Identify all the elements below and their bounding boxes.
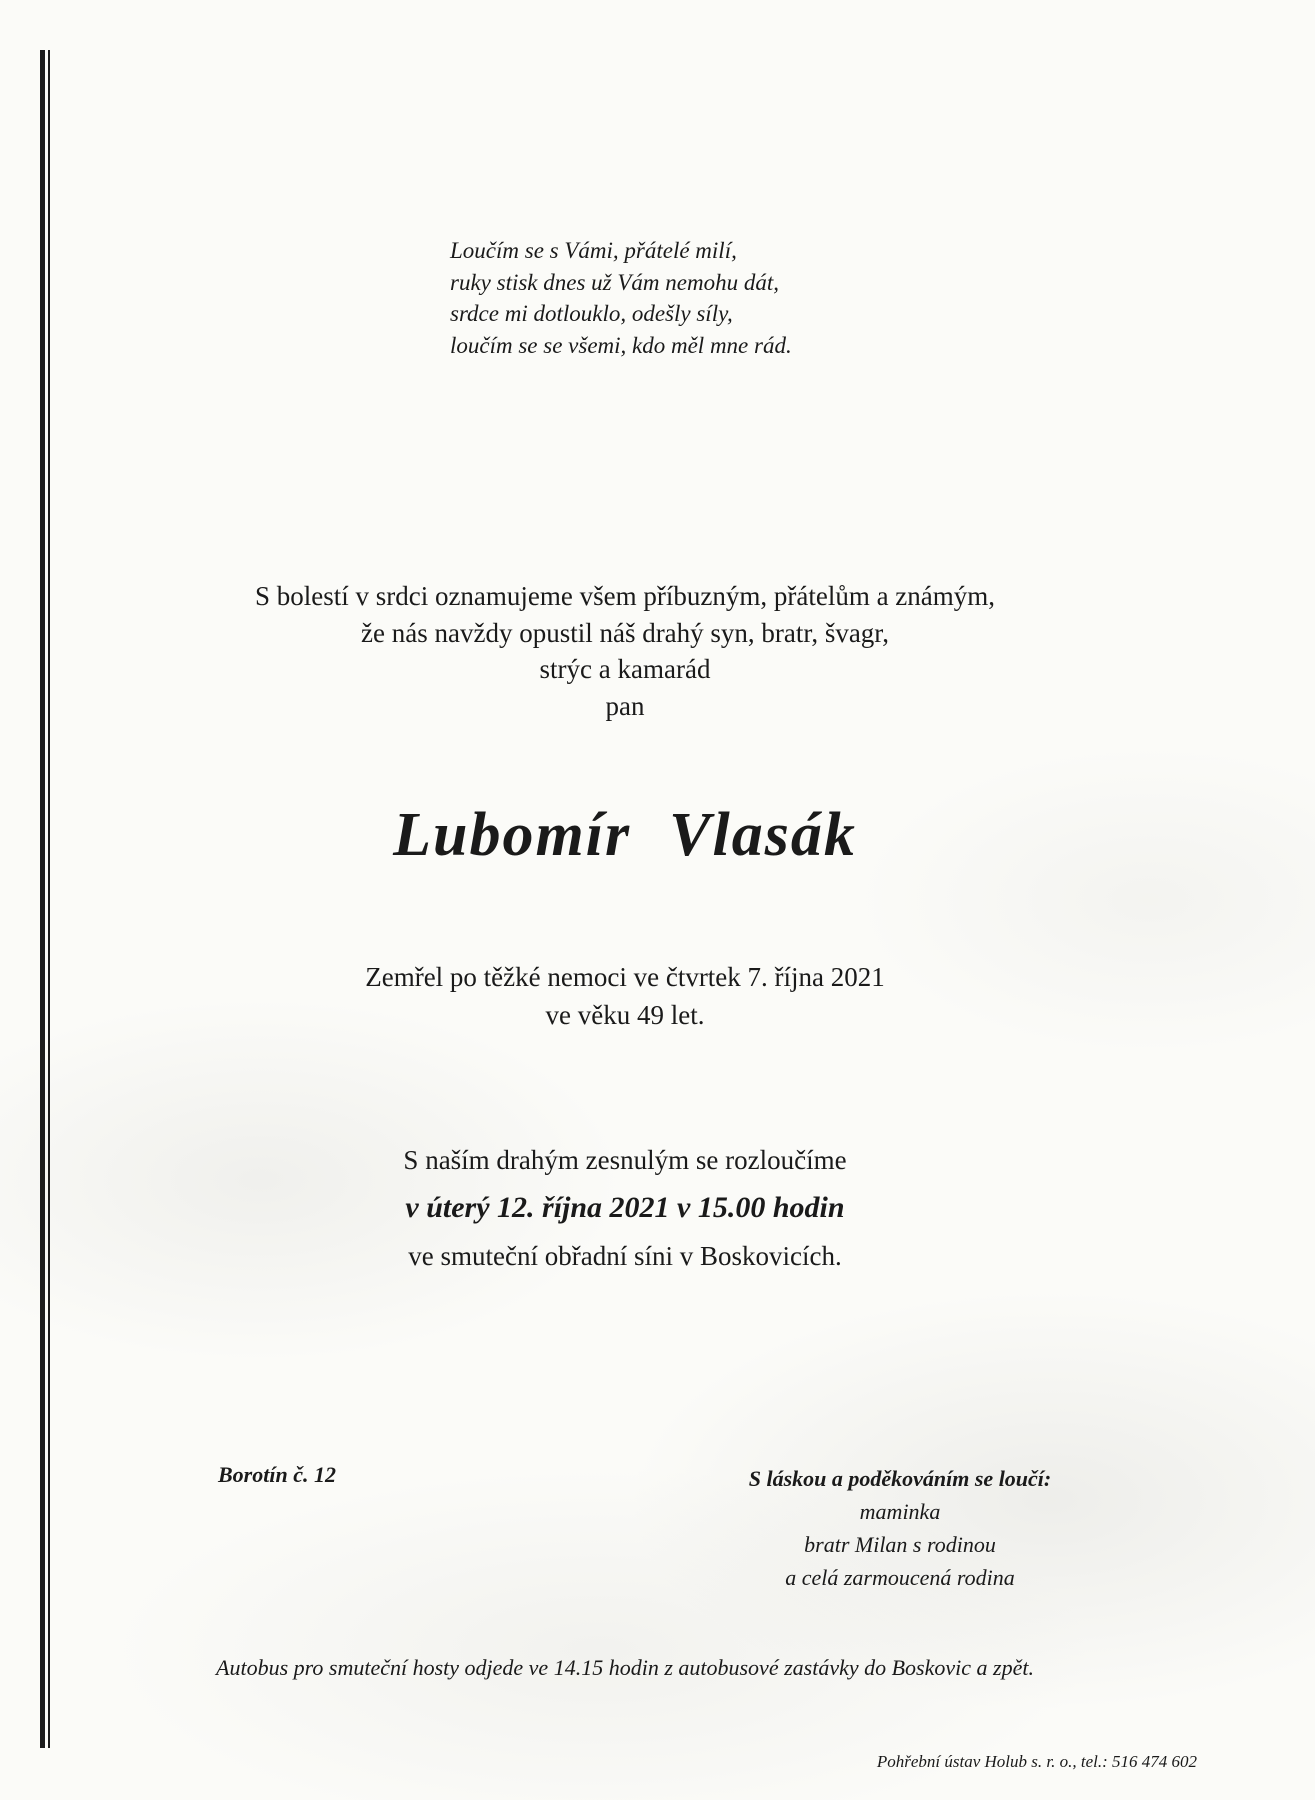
deceased-name (150, 800, 1100, 871)
death-info (150, 958, 1100, 1034)
announcement-line: strýc a kamarád (539, 654, 711, 684)
poem-line: loučím se se všemi, kdo měl mne rád. (450, 332, 792, 358)
deceased-last-name: Vlasák (669, 801, 857, 869)
mourner-name: a celá zarmoucená rodina (785, 1565, 1015, 1590)
bus-note: Autobus pro smuteční hosty odjede ve 14.15 hodin z autobusové zastávky do Boskovic a zpět. (216, 1655, 1034, 1680)
mourner-name: bratr Milan s rodinou (804, 1532, 996, 1557)
announcement-line: že nás navždy opustil náš drahý syn, bratr, švagr, (361, 617, 889, 648)
mourners-block (690, 1462, 1110, 1594)
deceased-first-name: Lubomír (393, 801, 632, 869)
ceremony-datetime: v úterý 12. října 2021 v 15.00 hodin (405, 1191, 845, 1224)
poem-line: srdce mi dotlouklo, odešly síly, (450, 301, 733, 326)
left-border-thin (48, 50, 50, 1748)
family-address: Borotín č. 12 (218, 1462, 336, 1487)
ceremony-place: ve smuteční obřadní síni v Boskovicích. (408, 1241, 842, 1271)
ceremony-intro: S naším drahým zesnulým se rozloučíme (403, 1145, 847, 1175)
announcement-line: S bolestí v srdci oznamujeme všem příbuzným, přátelům a známým, (254, 581, 996, 611)
death-age-line: ve věku 49 let. (545, 1000, 705, 1030)
announcement-text (150, 578, 1100, 724)
poem-line: Loučím se s Vámi, přátelé milí, (450, 238, 737, 263)
poem-line: ruky stisk dnes už Vám nemohu dát, (450, 269, 779, 295)
farewell-poem (450, 235, 950, 361)
mourners-heading: S láskou a poděkováním se loučí: (748, 1466, 1052, 1491)
ceremony-info (150, 1136, 1100, 1280)
funeral-home-footer: Pohřební ústav Holub s. r. o., tel.: 516 474 602 (876, 1752, 1197, 1771)
left-border-thick (40, 50, 45, 1748)
death-date-line: Zemřel po těžké nemoci ve čtvrtek 7. října 2021 (365, 962, 885, 992)
mourner-name: maminka (859, 1499, 941, 1524)
announcement-line: pan (605, 690, 645, 721)
